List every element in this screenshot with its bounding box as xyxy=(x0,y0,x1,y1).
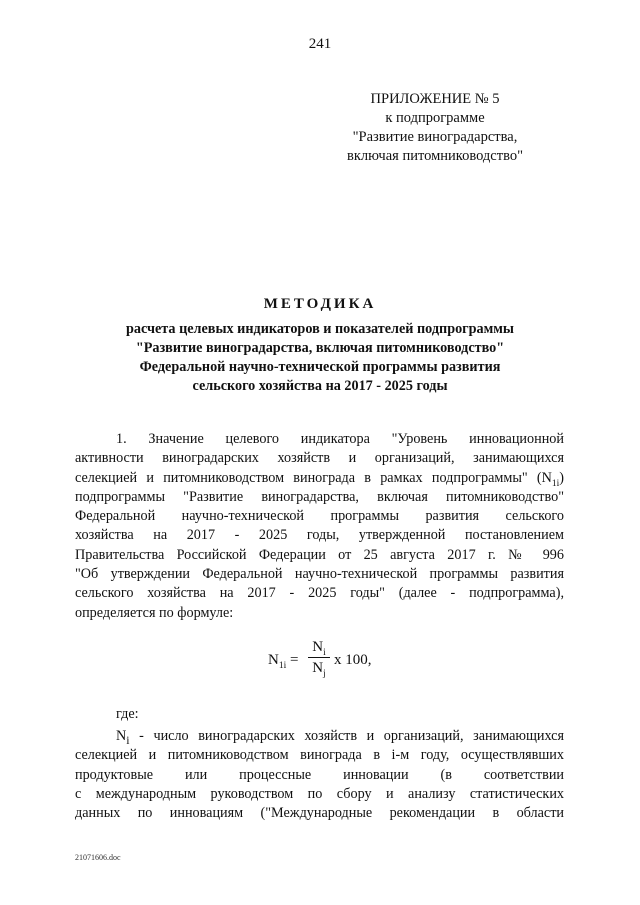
formula-subscript: i xyxy=(126,732,130,747)
paragraph-line xyxy=(75,727,564,746)
fraction-bar xyxy=(308,657,330,658)
paragraph-line: "Об утверждении Федеральной научно-технической программы развития xyxy=(75,566,564,583)
subtitle-line: "Развитие виноградарства, включая питомниководство" xyxy=(135,340,505,356)
formula-subscript: i xyxy=(323,648,326,658)
formula-subscript: 1i xyxy=(278,661,287,671)
formula-variable: N xyxy=(312,639,324,655)
paragraph-2 xyxy=(75,727,564,823)
paragraph-line: 1. Значение целевого индикатора "Уровень инновационной xyxy=(116,431,564,447)
paragraph-line: активности виноградарских хозяйств и организаций, занимающихся xyxy=(75,450,564,467)
appendix-line: включая питомниководство" xyxy=(347,148,523,164)
appendix-line: ПРИЛОЖЕНИЕ № 5 xyxy=(370,91,500,107)
formula-rhs: x 100, xyxy=(334,652,372,668)
paragraph-text: - число виноградарских хозяйств и организаций, занимающихся xyxy=(129,728,564,744)
file-name-footer: 21071606.doc xyxy=(75,853,121,862)
denominator xyxy=(308,659,330,677)
paragraph-line: селекцией и питомниководством винограда в i-м году, осуществлявших xyxy=(75,747,564,764)
appendix-header xyxy=(320,90,550,166)
paragraph-line: данных по инновациям ("Международные рекомендации в области xyxy=(75,805,564,822)
paragraph-line: продуктовые или процессные инновации (в соответствии xyxy=(75,766,564,783)
formula-variable: N xyxy=(116,728,127,744)
paragraph-line: определяется по формуле: xyxy=(75,604,234,621)
paragraph-1 xyxy=(75,430,564,623)
formula-subscript: j xyxy=(323,669,326,679)
where-label: где: xyxy=(116,706,139,722)
equals-sign: = xyxy=(289,652,299,668)
fraction xyxy=(308,638,330,677)
page-number: 241 xyxy=(308,36,332,52)
document-subtitle xyxy=(0,320,640,396)
formula-variable: N xyxy=(312,660,324,676)
subtitle-line: сельского хозяйства на 2017 - 2025 годы xyxy=(192,378,448,394)
formula-lhs xyxy=(268,652,298,671)
numerator xyxy=(308,638,330,656)
appendix-line: к подпрограмме xyxy=(385,110,485,126)
formula-variable: N xyxy=(268,652,279,668)
paragraph-line: с международным руководством по сбору и анализу статистических xyxy=(75,785,564,802)
paragraph-text: ) xyxy=(559,469,564,486)
paragraph-line: Федеральной научно-технической программы развития сельского xyxy=(75,508,564,525)
subtitle-line: расчета целевых индикаторов и показателей подпрограммы xyxy=(125,321,515,337)
paragraph-line: хозяйства на 2017 - 2025 годы, утвержденной постановлением xyxy=(75,527,564,544)
paragraph-text: селекцией и питомниководством винограда в рамках подпрограммы" (N xyxy=(75,469,552,486)
paragraph-line: подпрограммы "Развитие виноградарства, включая питомниководство" xyxy=(75,488,564,505)
document-title: МЕТОДИКА xyxy=(263,296,377,312)
paragraph-line: Правительства Российской Федерации от 25 августа 2017 г. № 996 xyxy=(75,546,564,563)
paragraph-line: сельского хозяйства на 2017 - 2025 годы" (далее - подпрограмма), xyxy=(75,585,564,602)
index-subscript: 1i xyxy=(551,478,560,488)
paragraph-line xyxy=(75,469,564,488)
appendix-line: "Развитие виноградарства, xyxy=(352,129,518,145)
subtitle-line: Федеральной научно-технической программы развития xyxy=(139,359,501,375)
